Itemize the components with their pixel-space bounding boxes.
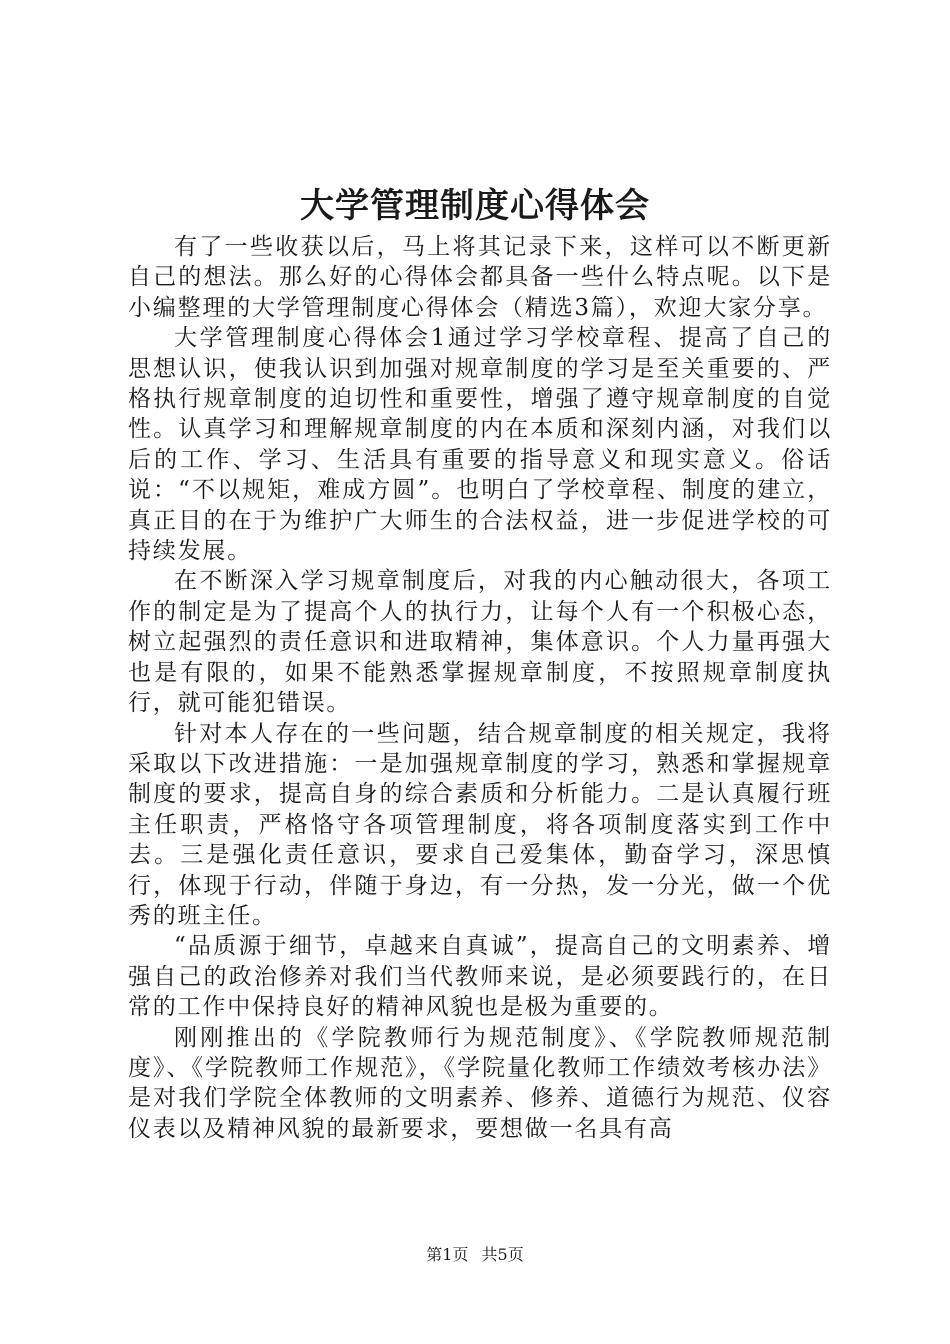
- paragraph-measures: 针对本人存在的一些问题，结合规章制度的相关规定，我将采取以下改进措施：一是加强规章制度的学习，熟悉和掌握规章制度的要求，提高自身的综合素质和分析能力。二是认真履行班主任职责，严格恪守各项管理制度，将各项制度落实到工作中去。三是强化责任意识，要求自己爱集体，勤奋学习，深思慎行，体现于行动，伴随于身边，有一分热，发一分光，做一个优秀的班主任。: [128, 720, 832, 929]
- paragraph-regulations: 刚刚推出的《学院教师行为规范制度》、《学院教师规范制度》、《学院教师工作规范》，《学院量化教师工作绩效考核办法》是对我们学院全体教师的文明素养、修养、道德行为规范、仪容仪表以及精神风貌的最新要求，要想做一名具有高: [128, 1024, 832, 1142]
- paragraph-impact: 在不断深入学习规章制度后，对我的内心触动很大，各项工作的制定是为了提高个人的执行力，让每个人有一个积极心态，树立起强烈的责任意识和进取精神，集体意识。个人力量再强大也是有限的，如果不能熟悉掌握规章制度，不按照规章制度执行，就可能犯错误。: [128, 568, 832, 717]
- paragraph-intro: 有了一些收获以后，马上将其记录下来，这样可以不断更新自己的想法。那么好的心得体会都具备一些什么特点呢。以下是小编整理的大学管理制度心得体会（精选3篇），欢迎大家分享。: [128, 234, 832, 321]
- page-number: 第1页: [426, 1245, 469, 1264]
- paragraph-quality: “品质源于细节，卓越来自真诚”，提高自己的文明素养、增强自己的政治修养对我们当代教师来说，是必须要践行的，在日常的工作中保持良好的精神风貌也是极为重要的。: [128, 933, 832, 1021]
- page-footer: [0, 1244, 950, 1266]
- document-title: 大学管理制度心得体会: [300, 186, 650, 226]
- page-total: 共5页: [481, 1245, 524, 1264]
- paragraph-section-1: 大学管理制度心得体会1通过学习学校章程、提高了自己的思想认识，使我认识到加强对规章制度的学习是至关重要的、严格执行规章制度的迫切性和重要性，增强了遵守规章制度的自觉性。认真学习和理解规章制度的内在本质和深刻内涵，对我们以后的工作、学习、生活具有重要的指导意义和现实意义。俗话说：“不以规矩，难成方圆”。也明白了学校章程、制度的建立，真正目的在于为维护广大师生的合法权益，进一步促进学校的可持续发展。: [128, 325, 832, 565]
- document-body: [128, 232, 832, 1144]
